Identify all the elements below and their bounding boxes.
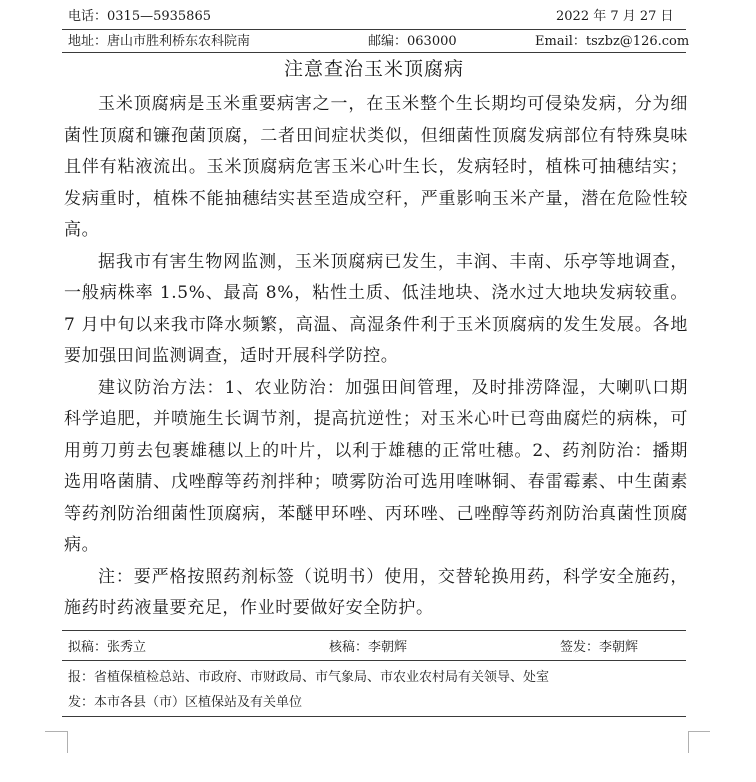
header-divider bbox=[62, 52, 686, 53]
header-divider bbox=[62, 29, 686, 30]
signature-bottom-divider bbox=[62, 660, 686, 661]
distribution-send-to: 发：本市各县（市）区植保站及有关单位 bbox=[68, 695, 303, 710]
body-paragraph: 玉米顶腐病是玉米重要病害之一，在玉米整个生长期均可侵染发病，分为细菌性顶腐和镰孢菌顶腐，二者田间症状类似，但细菌性顶腐发病部位有特殊臭味且伴有粘液流出。玉米顶腐病危害玉米心叶生长，发病轻时，植株可抽穗结实；发病重时，植株不能抽穗结实甚至造成空秆，严重影响玉米产量，潜在危险性较高。 bbox=[64, 94, 688, 240]
crop-mark-left-v bbox=[67, 731, 68, 753]
body-paragraph: 据我市有害生物网监测，玉米顶腐病已发生，丰润、丰南、乐亭等地调查，一般病株率 1.5%、最高 8%，粘性土质、低洼地块、浇水过大地块发病较重。7 月中旬以来我市降水频繁，高温、高湿条件利于玉米顶腐病的发生发展。各地要加强田间监测调查，适时开展科学防控。 bbox=[64, 251, 688, 366]
signature-issuer: 签发：李朝辉 bbox=[560, 640, 639, 655]
header-address: 地址：唐山市胜利桥东农科院南 bbox=[68, 34, 251, 49]
crop-mark-right-v bbox=[688, 731, 689, 753]
document-title: 注意查治玉米顶腐病 bbox=[283, 58, 464, 80]
signature-drafter: 拟稿：张秀立 bbox=[68, 640, 147, 655]
header-email: Email：tszbz@126.com bbox=[535, 34, 690, 49]
document-body bbox=[64, 89, 688, 625]
signature-top-divider bbox=[62, 630, 686, 631]
crop-mark-left-h bbox=[45, 731, 67, 732]
crop-mark-right-h bbox=[688, 731, 710, 732]
header-phone: 电话：0315—5935865 bbox=[68, 9, 211, 24]
body-paragraph: 注：要严格按照药剂标签（说明书）使用，交替轮换用药，科学安全施药，施药时药液量要充足，作业时要做好安全防护。 bbox=[64, 566, 688, 618]
distribution-report-to: 报：省植保植检总站、市政府、市财政局、市气象局、市农业农村局有关领导、处室 bbox=[68, 670, 550, 685]
header-date: 2022 年 7 月 27 日 bbox=[556, 9, 674, 24]
header-postcode: 邮编：063000 bbox=[368, 34, 457, 49]
body-paragraph: 建议防治方法：1、农业防治：加强田间管理，及时排涝降湿，大喇叭口期科学追肥，并喷施生长调节剂，提高抗逆性；对玉米心叶已弯曲腐烂的病株，可用剪刀剪去包裹雄穗以上的叶片，以利于雄穗的正常吐穗。2、药剂防治：播期选用咯菌腈、戊唑醇等药剂拌种；喷雾防治可选用喹啉铜、春雷霉素、中生菌素等药剂防治细菌性顶腐病，苯醚甲环唑、丙环唑、己唑醇等药剂防治真菌性顶腐病。 bbox=[64, 377, 688, 555]
signature-reviewer: 核稿：李朝辉 bbox=[329, 640, 408, 655]
distribution-divider bbox=[62, 716, 686, 717]
